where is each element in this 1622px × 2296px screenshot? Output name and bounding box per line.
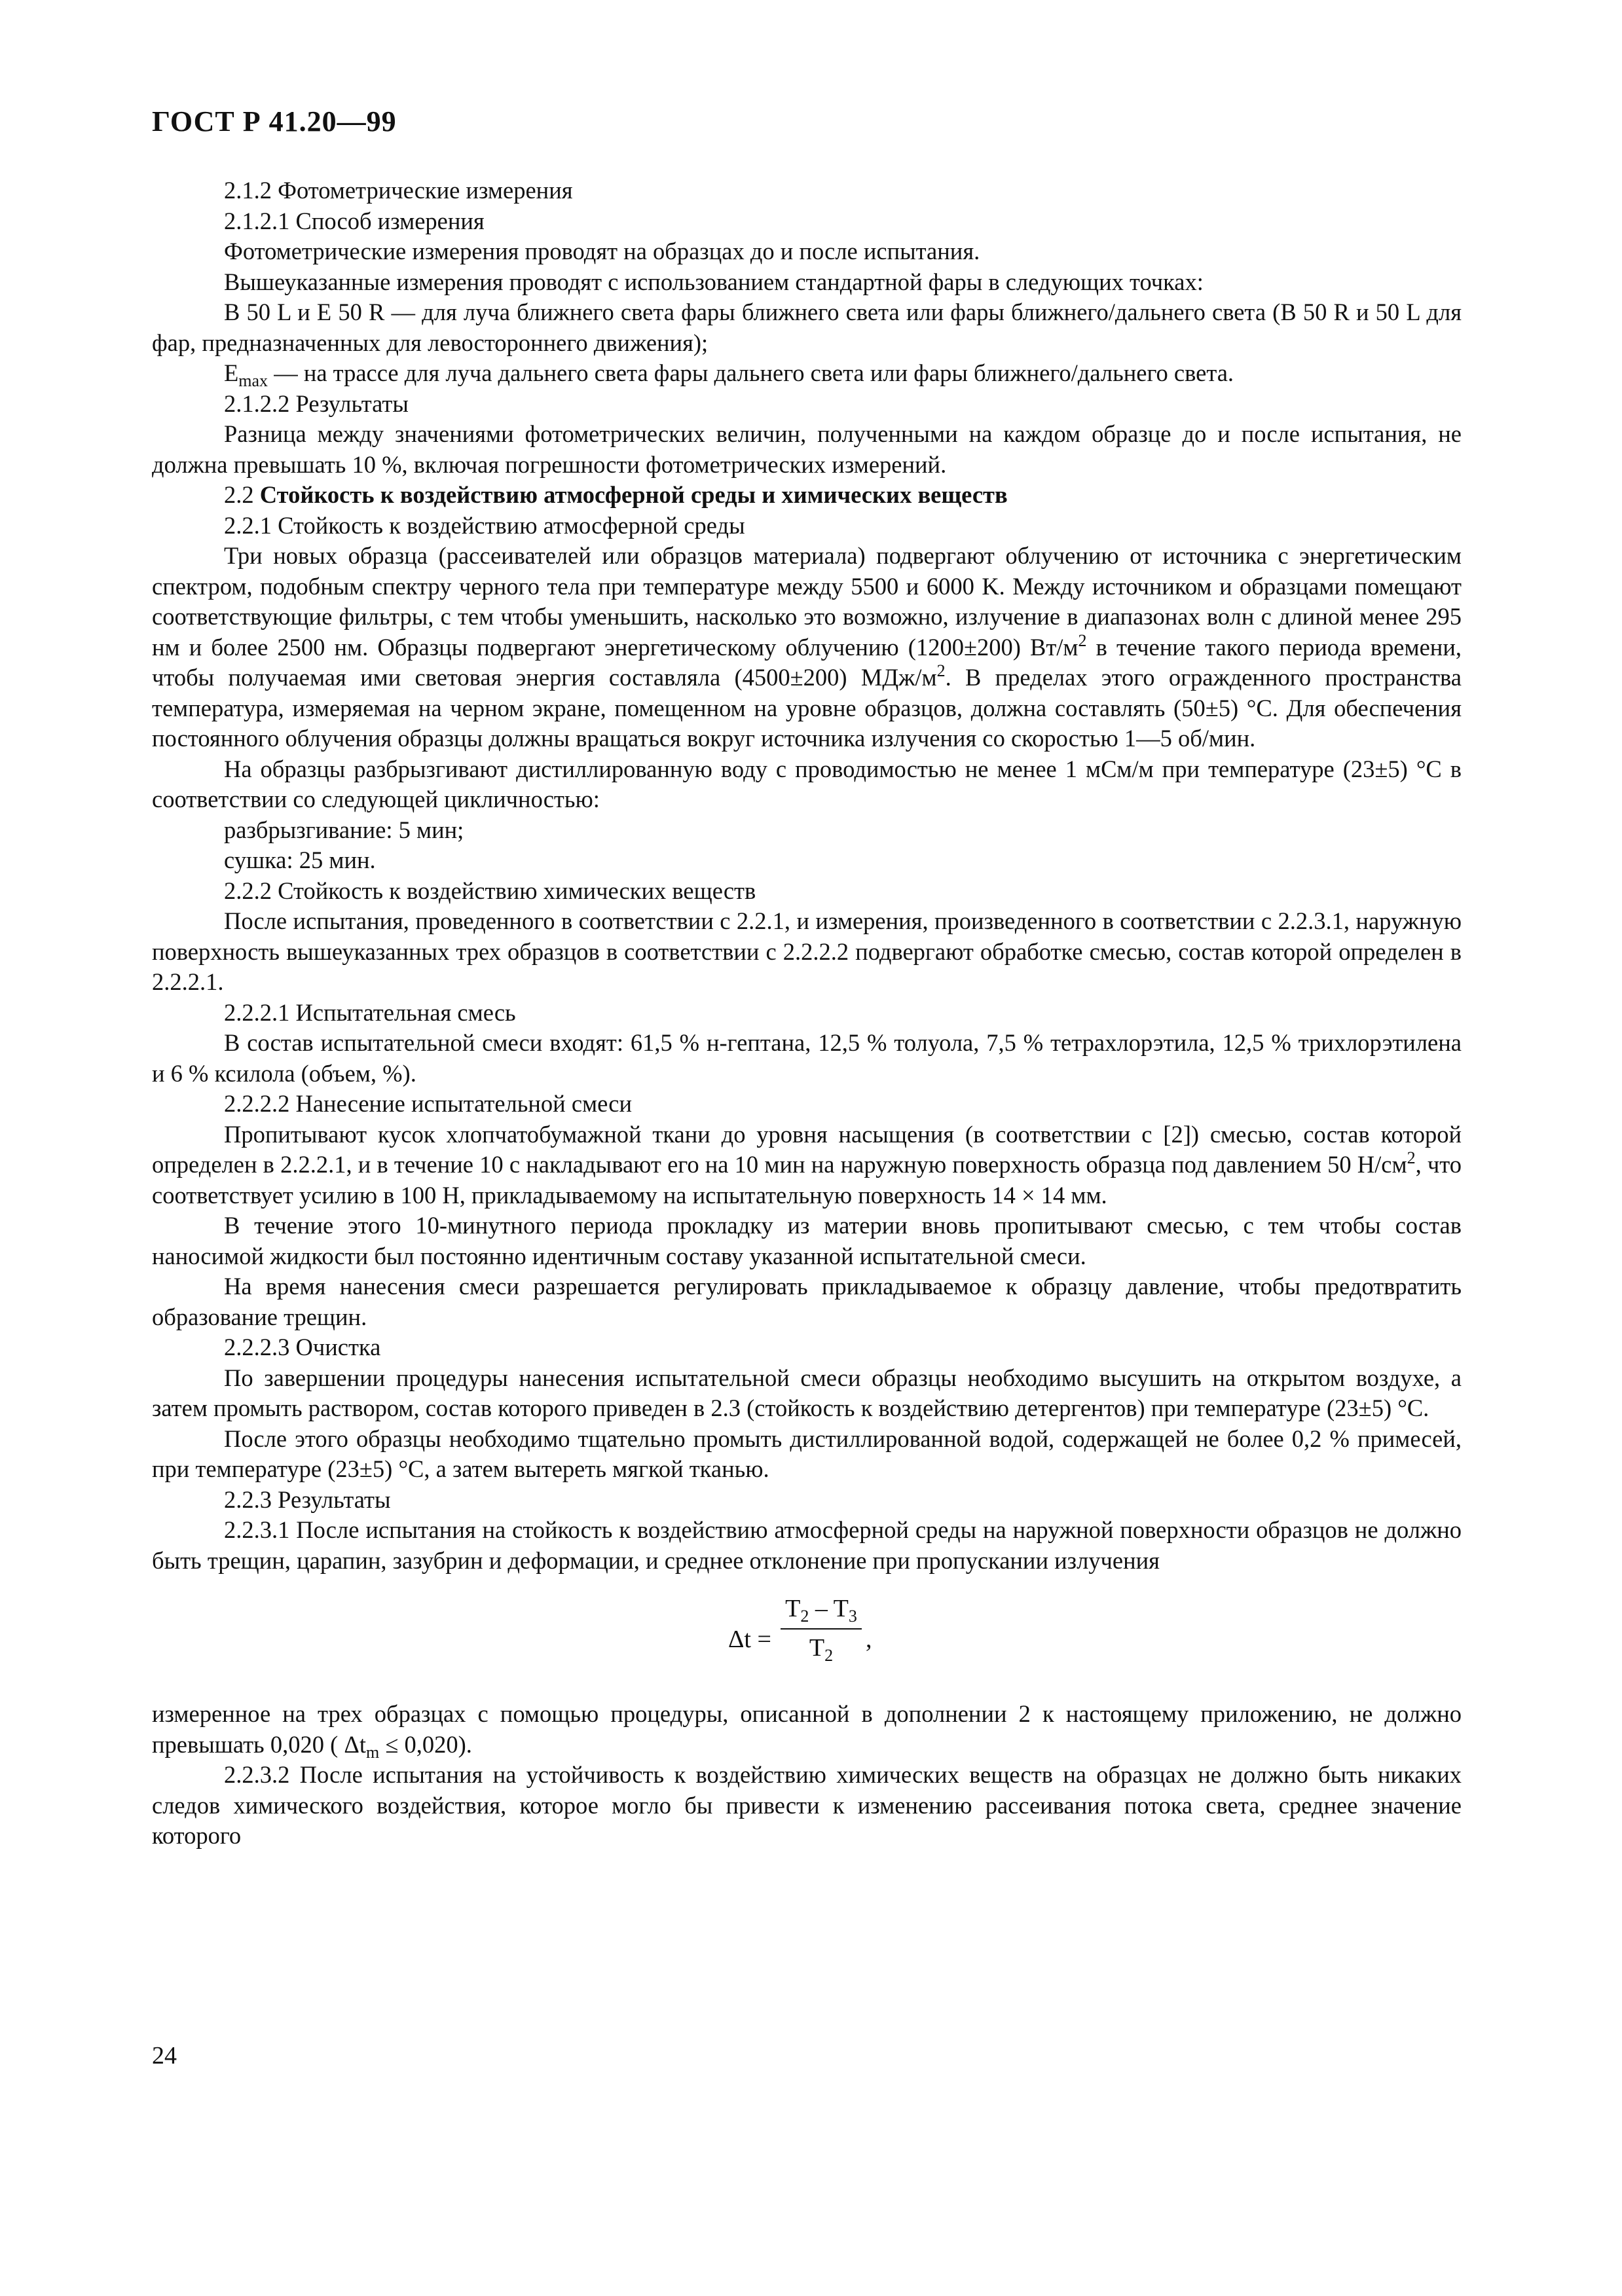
formula-term: – T — [809, 1595, 849, 1622]
paragraph: После этого образцы необходимо тщательно промыть дистиллированной водой, содержащей не более 0,2 % примесей, при температуре (23±5) °С, а затем вытереть мягкой тканью. — [152, 1425, 1462, 1482]
section-title-bold: Стойкость к воздействию атмосферной среды и химических веществ — [259, 481, 1008, 508]
formula-lhs: Δt = — [728, 1626, 771, 1653]
subscript: 2 — [800, 1607, 809, 1626]
section-heading: 2.1.2 Фотометрические измерения — [224, 177, 573, 204]
paragraph — [152, 1120, 1462, 1211]
list-item: разбрызгивание: 5 мин; — [224, 816, 464, 843]
formula-comma: , — [866, 1626, 872, 1653]
superscript: 2 — [936, 661, 946, 680]
paragraph: По завершении процедуры нанесения испытательной смеси образцы необходимо высушить на открытом воздухе, а затем промыть раствором, состав которого приведен в 2.3 (стойкость к воздействию детергентов) при температуре (23±5) °С. — [152, 1364, 1462, 1421]
text-run: E — [224, 359, 239, 386]
formula-term: T — [809, 1634, 825, 1662]
subscript: 3 — [848, 1607, 857, 1626]
paragraph — [152, 541, 1462, 754]
list-item: сушка: 25 мин. — [224, 847, 376, 873]
paragraph: В состав испытательной смеси входят: 61,5 % н-гептана, 12,5 % толуола, 7,5 % тетрахлорэтила, 12,5 % трихлорэтилена и 6 % ксилола (объем, %). — [152, 1029, 1462, 1087]
page-number: 24 — [152, 2042, 177, 2069]
section-heading: 2.2.1 Стойкость к воздействию атмосферной среды — [224, 511, 745, 539]
text-run: — на трассе для луча дальнего света фары дальнего света или фары ближнего/дальнего света. — [268, 359, 1234, 386]
formula — [152, 1576, 1462, 1699]
section-heading: 2.2.3 Результаты — [224, 1485, 391, 1513]
paragraph: В 50 L и Е 50 R — для луча ближнего света фары ближнего света или фары ближнего/дальнего света (В 50 R и 50 L для фар, предназначенных для левостороннего движения); — [152, 299, 1462, 356]
section-heading: 2.1.2.1 Способ измерения — [224, 207, 485, 234]
text-run: в течение такого периода времени, чтобы получаемая ими световая энергия составляла (4500±200) МДж/м — [152, 633, 1462, 691]
paragraph: Вышеуказанные измерения проводят с использованием стандартной фары в следующих точках: — [224, 268, 1204, 295]
fraction-bar — [781, 1628, 862, 1630]
text-run: измеренное на трех образцах с помощью процедуры, описанной в дополнении 2 к настоящему приложению, не должно превышать 0,020 ( Δt — [152, 1700, 1462, 1758]
paragraph: После испытания, проведенного в соответствии с 2.2.1, и измерения, произведенного в соответствии с 2.2.3.1, наружную поверхность вышеуказанных трех образцов в соответствии с 2.2.2.2 подвергают обработке смесью, состав которой определен в 2.2.2.1. — [152, 907, 1462, 995]
text-run: Пропитывают кусок хлопчатобумажной ткани до уровня насыщения (в соответствии с [2]) смесью, состав которой определен в 2.2.2.1, и в течение 10 с накладывают его на 10 мин на наружную поверхность образца под давлением 50 Н/см — [152, 1120, 1462, 1178]
paragraph: 2.2.3.2 После испытания на устойчивость к воздействию химических веществ на образцах не должно быть никаких следов химического воздействия, которое могло бы привести к изменению рассеивания потока света, среднее значение которого — [152, 1761, 1462, 1849]
formula-numerator — [781, 1593, 862, 1624]
formula-fraction — [781, 1593, 862, 1664]
paragraph: В течение этого 10-минутного периода прокладку из материи вновь пропитывают смесью, с тем чтобы состав наносимой жидкости был постоянно идентичным составу указанной испытательной смеси. — [152, 1212, 1462, 1269]
paragraph: На время нанесения смеси разрешается регулировать прикладываемое к образцу давление, чтобы предотвратить образование трещин. — [152, 1273, 1462, 1330]
text-run: , что соответствует усилию в 100 Н, прикладываемому на испытательную поверхность 14 × 14 мм. — [152, 1151, 1462, 1209]
paragraph: Разница между значениями фотометрических величин, полученными на каждом образце до и после испытания, не должна превышать 10 %, включая погрешности фотометрических измерений. — [152, 420, 1462, 478]
paragraph: 2.2.3.1 После испытания на стойкость к воздействию атмосферной среды на наружной поверхности образцов не должно быть трещин, царапин, зазубрин и деформации, и среднее отклонение при пропускании излучения — [152, 1516, 1462, 1574]
subscript: 2 — [824, 1646, 834, 1665]
paragraph — [152, 1699, 1462, 1760]
section-heading: 2.1.2.2 Результаты — [224, 390, 409, 417]
text-run: Три новых образца (рассеивателей или образцов материала) подвергают облучению от источника с энергетическим спектром, подобным спектру черного тела при температуре между 5500 и 6000 K. Между источником и образцами помещают соответствующие фильтры, с тем чтобы уменьшить, насколько это возможно, излучение в диапазонах волн с длиной менее 295 нм и более 2500 нм. Образцы подвергают энергетическому облучению (1200±200) Вт/м — [152, 542, 1462, 661]
superscript: 2 — [1407, 1148, 1416, 1167]
paragraph — [152, 358, 1462, 389]
section-heading: 2.2.2 Стойкость к воздействию химических веществ — [224, 877, 756, 904]
section-heading: 2.2.2.1 Испытательная смесь — [224, 998, 516, 1026]
paragraph: На образцы разбрызгивают дистиллированную воду с проводимостью не менее 1 мСм/м при температуре (23±5) °С в соответствии со следующей цикличностью: — [152, 755, 1462, 812]
document-header: ГОСТ Р 41.20—99 — [152, 105, 397, 137]
section-number: 2.2 — [224, 481, 260, 508]
section-heading: 2.2.2.3 Очистка — [224, 1334, 381, 1360]
superscript: 2 — [1078, 630, 1087, 650]
text-run: . В пределах этого огражденного пространства температура, измеряемая на черном экране, помещенном на уровне образцов, должна составлять (50±5) °С. Для обеспечения постоянного облучения образцы должны вращаться вокруг источника излучения со скоростью 1—5 об/мин. — [152, 664, 1462, 752]
formula-term: T — [785, 1595, 801, 1622]
document-body — [152, 175, 1462, 1851]
formula-denominator — [781, 1632, 862, 1664]
section-heading — [152, 480, 1462, 511]
text-run: ≤ 0,020). — [379, 1730, 472, 1758]
subscript: max — [238, 371, 268, 390]
section-heading: 2.2.2.2 Нанесение испытательной смеси — [224, 1090, 632, 1117]
paragraph: Фотометрические измерения проводят на образцах до и после испытания. — [224, 238, 980, 264]
subscript: m — [365, 1742, 380, 1762]
